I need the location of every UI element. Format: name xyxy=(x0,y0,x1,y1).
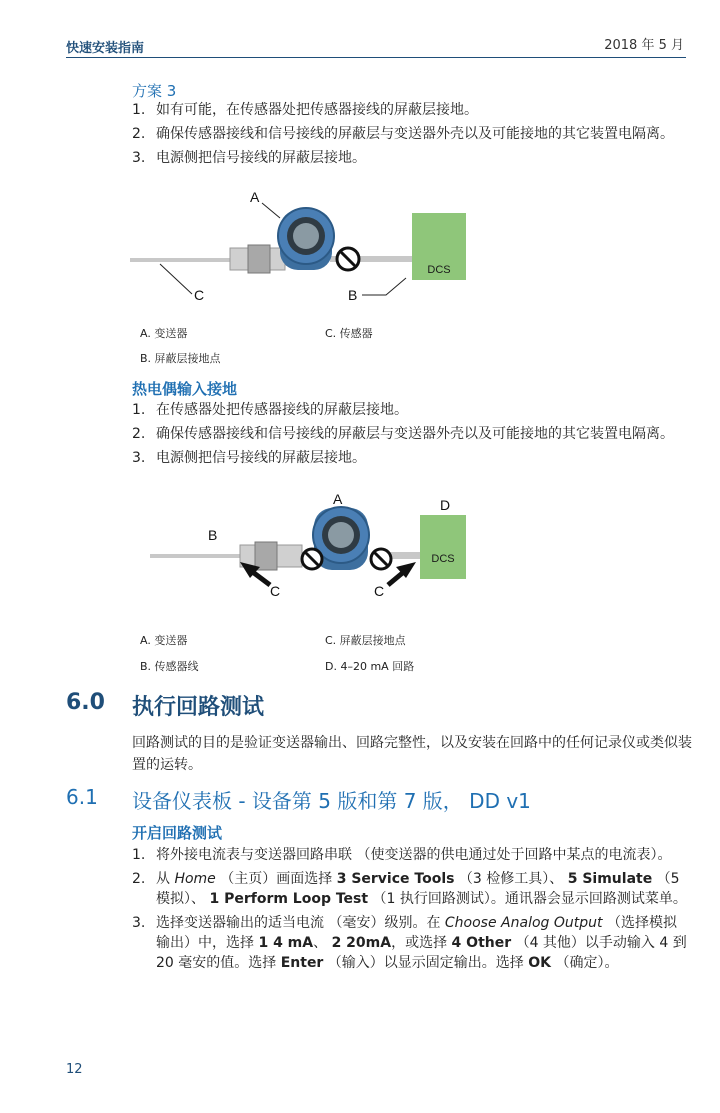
loop-test-title: 开启回路测试 xyxy=(132,824,223,842)
list-num: 1. xyxy=(132,102,146,118)
list-item xyxy=(132,448,688,468)
caption-b: B. 屏蔽层接地点 xyxy=(140,352,221,365)
option-other: 4 Other xyxy=(451,935,512,951)
caption-a: A. 变送器 xyxy=(140,634,188,647)
caption-b: B. 传感器线 xyxy=(140,660,199,673)
list-num: 3. xyxy=(132,915,146,931)
label-a: A xyxy=(333,491,343,507)
list-item xyxy=(132,148,688,168)
loop-test-list xyxy=(132,845,688,977)
thermocouple-title: 热电偶输入接地 xyxy=(132,380,238,398)
list-num: 3. xyxy=(132,150,146,166)
list-num: 2. xyxy=(132,126,146,142)
section-number: 6.0 xyxy=(66,690,105,715)
page-number: 12 xyxy=(66,1062,83,1077)
label-b: B xyxy=(208,527,218,543)
sensor-nut xyxy=(248,245,270,273)
label-a: A xyxy=(250,189,260,205)
subsection-number: 6.1 xyxy=(66,785,98,809)
text-run: （1 执行回路测试）。通讯器会显示回路测试菜单。 xyxy=(368,891,687,907)
list-num: 3. xyxy=(132,450,146,466)
text-run: 从 xyxy=(156,871,175,887)
no-ground-icon xyxy=(371,549,391,569)
text-run: （4 其他）以手动输入 4 到 20 毫安的值。选择 xyxy=(156,935,687,971)
label-c: C xyxy=(194,287,205,303)
list-item xyxy=(132,869,688,909)
label-c: C xyxy=(374,583,385,599)
section-intro: 回路测试的目的是验证变送器输出、回路完整性，以及安装在回路中的任何记录仪或类似装置的运转。 xyxy=(132,735,692,773)
text-run: （3 检修工具）、 xyxy=(454,871,568,887)
menu-simulate: 5 Simulate xyxy=(567,871,653,887)
transmitter xyxy=(278,208,334,270)
list-num: 2. xyxy=(132,871,146,887)
dcs-label: DCS xyxy=(427,264,451,276)
scheme3-title: 方案 3 xyxy=(132,82,177,100)
text-run: （选择模拟输出）中，选择 xyxy=(156,915,677,951)
label-c: C xyxy=(270,583,281,599)
leader-line xyxy=(160,264,192,294)
list-text: 如有可能，在传感器处把传感器接线的屏蔽层接地。 xyxy=(156,102,478,118)
list-num: 1. xyxy=(132,847,146,863)
list-text: 在传感器处把传感器接线的屏蔽层接地。 xyxy=(156,402,408,418)
caption-d: D. 4–20 mA 回路 xyxy=(325,660,415,673)
scheme3-figure xyxy=(130,188,470,303)
no-ground-icon xyxy=(337,248,359,270)
section-title: 执行回路测试 xyxy=(132,695,265,720)
text-run: 、 xyxy=(313,935,332,951)
list-num: 2. xyxy=(132,426,146,442)
sensor-probe xyxy=(130,258,230,262)
list-num: 1. xyxy=(132,402,146,418)
menu-service-tools: 3 Service Tools xyxy=(336,871,455,887)
label-b: B xyxy=(348,287,358,303)
list-item xyxy=(132,845,688,865)
list-item xyxy=(132,424,688,444)
list-item xyxy=(132,913,688,973)
option-4ma: 1 4 mA xyxy=(258,935,314,951)
text-run: （输入）以显示固定输出。选择 xyxy=(323,955,529,971)
option-20ma: 2 20mA xyxy=(331,935,392,951)
scheme3-list xyxy=(132,100,688,172)
list-text: 电源侧把信号接线的屏蔽层接地。 xyxy=(156,450,366,466)
caption-c: C. 传感器 xyxy=(325,327,373,340)
sensor-nut xyxy=(255,542,277,570)
signal-wire xyxy=(390,552,420,559)
key-ok: OK xyxy=(528,955,551,971)
list-item xyxy=(132,124,688,144)
thermocouple-list xyxy=(132,400,688,472)
key-enter: Enter xyxy=(280,955,324,971)
dcs-box xyxy=(420,515,466,579)
list-text: 确保传感器接线和信号接线的屏蔽层与变送器外壳以及可能接地的其它装置电隔离。 xyxy=(156,426,674,442)
no-ground-icon xyxy=(302,549,322,569)
leader-line xyxy=(362,278,406,295)
header-title: 快速安装指南 xyxy=(66,41,145,56)
header-divider xyxy=(66,57,686,58)
arrow-icon xyxy=(388,562,416,585)
leader-line xyxy=(262,203,280,218)
caption-c: C. 屏蔽层接地点 xyxy=(325,634,406,647)
text-run: （5 模拟）、 xyxy=(156,871,680,907)
label-d: D xyxy=(440,497,451,513)
menu-loop-test: 1 Perform Loop Test xyxy=(209,891,369,907)
list-text: 确保传感器接线和信号接线的屏蔽层与变送器外壳以及可能接地的其它装置电隔离。 xyxy=(156,126,674,142)
dcs-label: DCS xyxy=(431,553,455,565)
list-item xyxy=(132,400,688,420)
list-text: 将外接电流表与变送器回路串联 （使变送器的供电通过处于回路中某点的电流表）。 xyxy=(156,847,672,863)
text-run: 选择变送器输出的适当电流 （毫安）级别。在 xyxy=(156,915,445,931)
text-run: （主页）画面选择 xyxy=(215,871,337,887)
menu-choose-analog: Choose Analog Output xyxy=(444,915,603,931)
thermocouple-figure xyxy=(140,490,480,602)
menu-home: Home xyxy=(174,871,216,887)
text-run: （确定）。 xyxy=(551,955,619,971)
sensor-probe xyxy=(150,554,250,558)
text-run: ，或选择 xyxy=(391,935,452,951)
caption-a: A. 变送器 xyxy=(140,327,188,340)
list-item xyxy=(132,100,688,120)
header-date: 2018 年 5 月 xyxy=(604,38,684,53)
list-text: 电源侧把信号接线的屏蔽层接地。 xyxy=(156,150,366,166)
subsection-title: 设备仪表板 - 设备第 5 版和第 7 版， DD v1 xyxy=(132,789,531,813)
